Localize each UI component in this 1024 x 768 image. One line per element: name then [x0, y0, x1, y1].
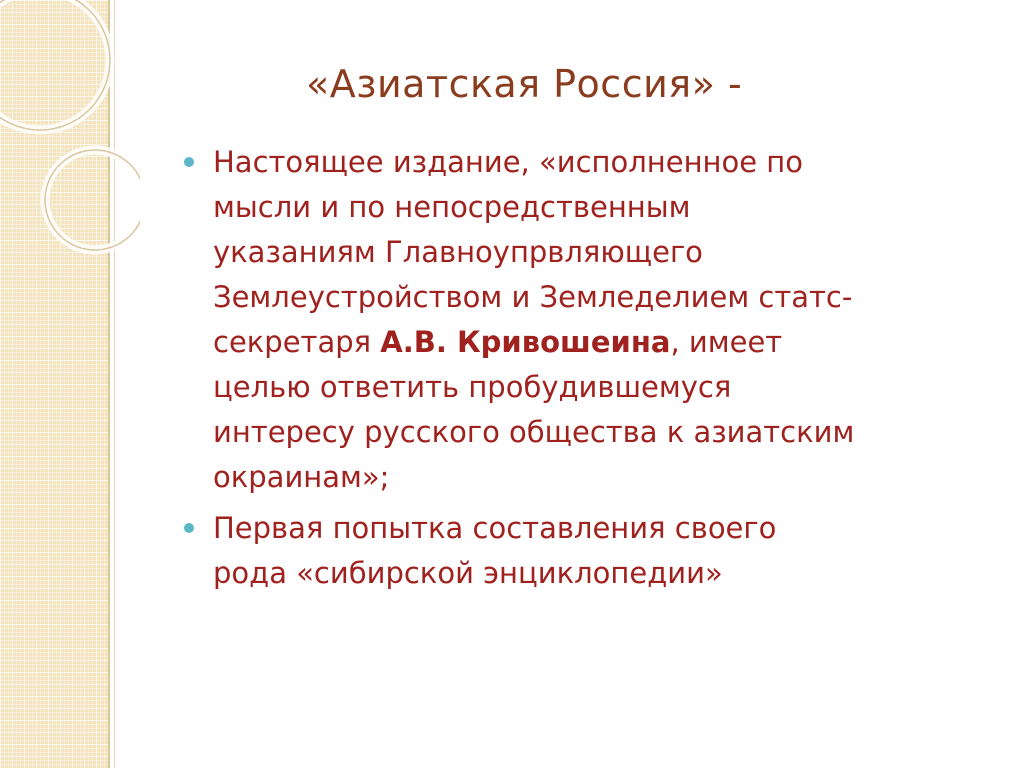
text-line: указаниям Главноупрвляющего [213, 235, 703, 269]
text-line: целью ответить пробудившемуся [213, 370, 732, 404]
text-line-with-name [213, 320, 995, 365]
text-line: рода «сибирской энциклопедии» [213, 556, 723, 590]
ring-top [0, 0, 110, 130]
bullet-dot-icon [184, 157, 194, 167]
bullet-list [180, 140, 995, 602]
text-line: Первая попытка составления своего [213, 511, 777, 545]
text-line: Настоящее издание, «исполненное по [213, 145, 803, 179]
text-line: интересу русского общества к азиатским [213, 415, 855, 449]
decorative-rings [0, 0, 140, 260]
bold-name: А.В. Кривошеина [380, 325, 671, 359]
bullet-dot-icon [184, 523, 194, 533]
bullet-item-1 [180, 140, 995, 500]
text-before-name: секретаря [213, 325, 381, 359]
text-line: Землеустройством и Земледелием статс- [213, 280, 853, 314]
text-line: окраинам»; [213, 460, 390, 494]
text-line: мысли и по непосредственным [213, 190, 691, 224]
bullet-item-2 [180, 506, 995, 596]
text-after-name: , имеет [670, 325, 783, 359]
slide-title: «Азиатская Россия» - [306, 62, 743, 106]
